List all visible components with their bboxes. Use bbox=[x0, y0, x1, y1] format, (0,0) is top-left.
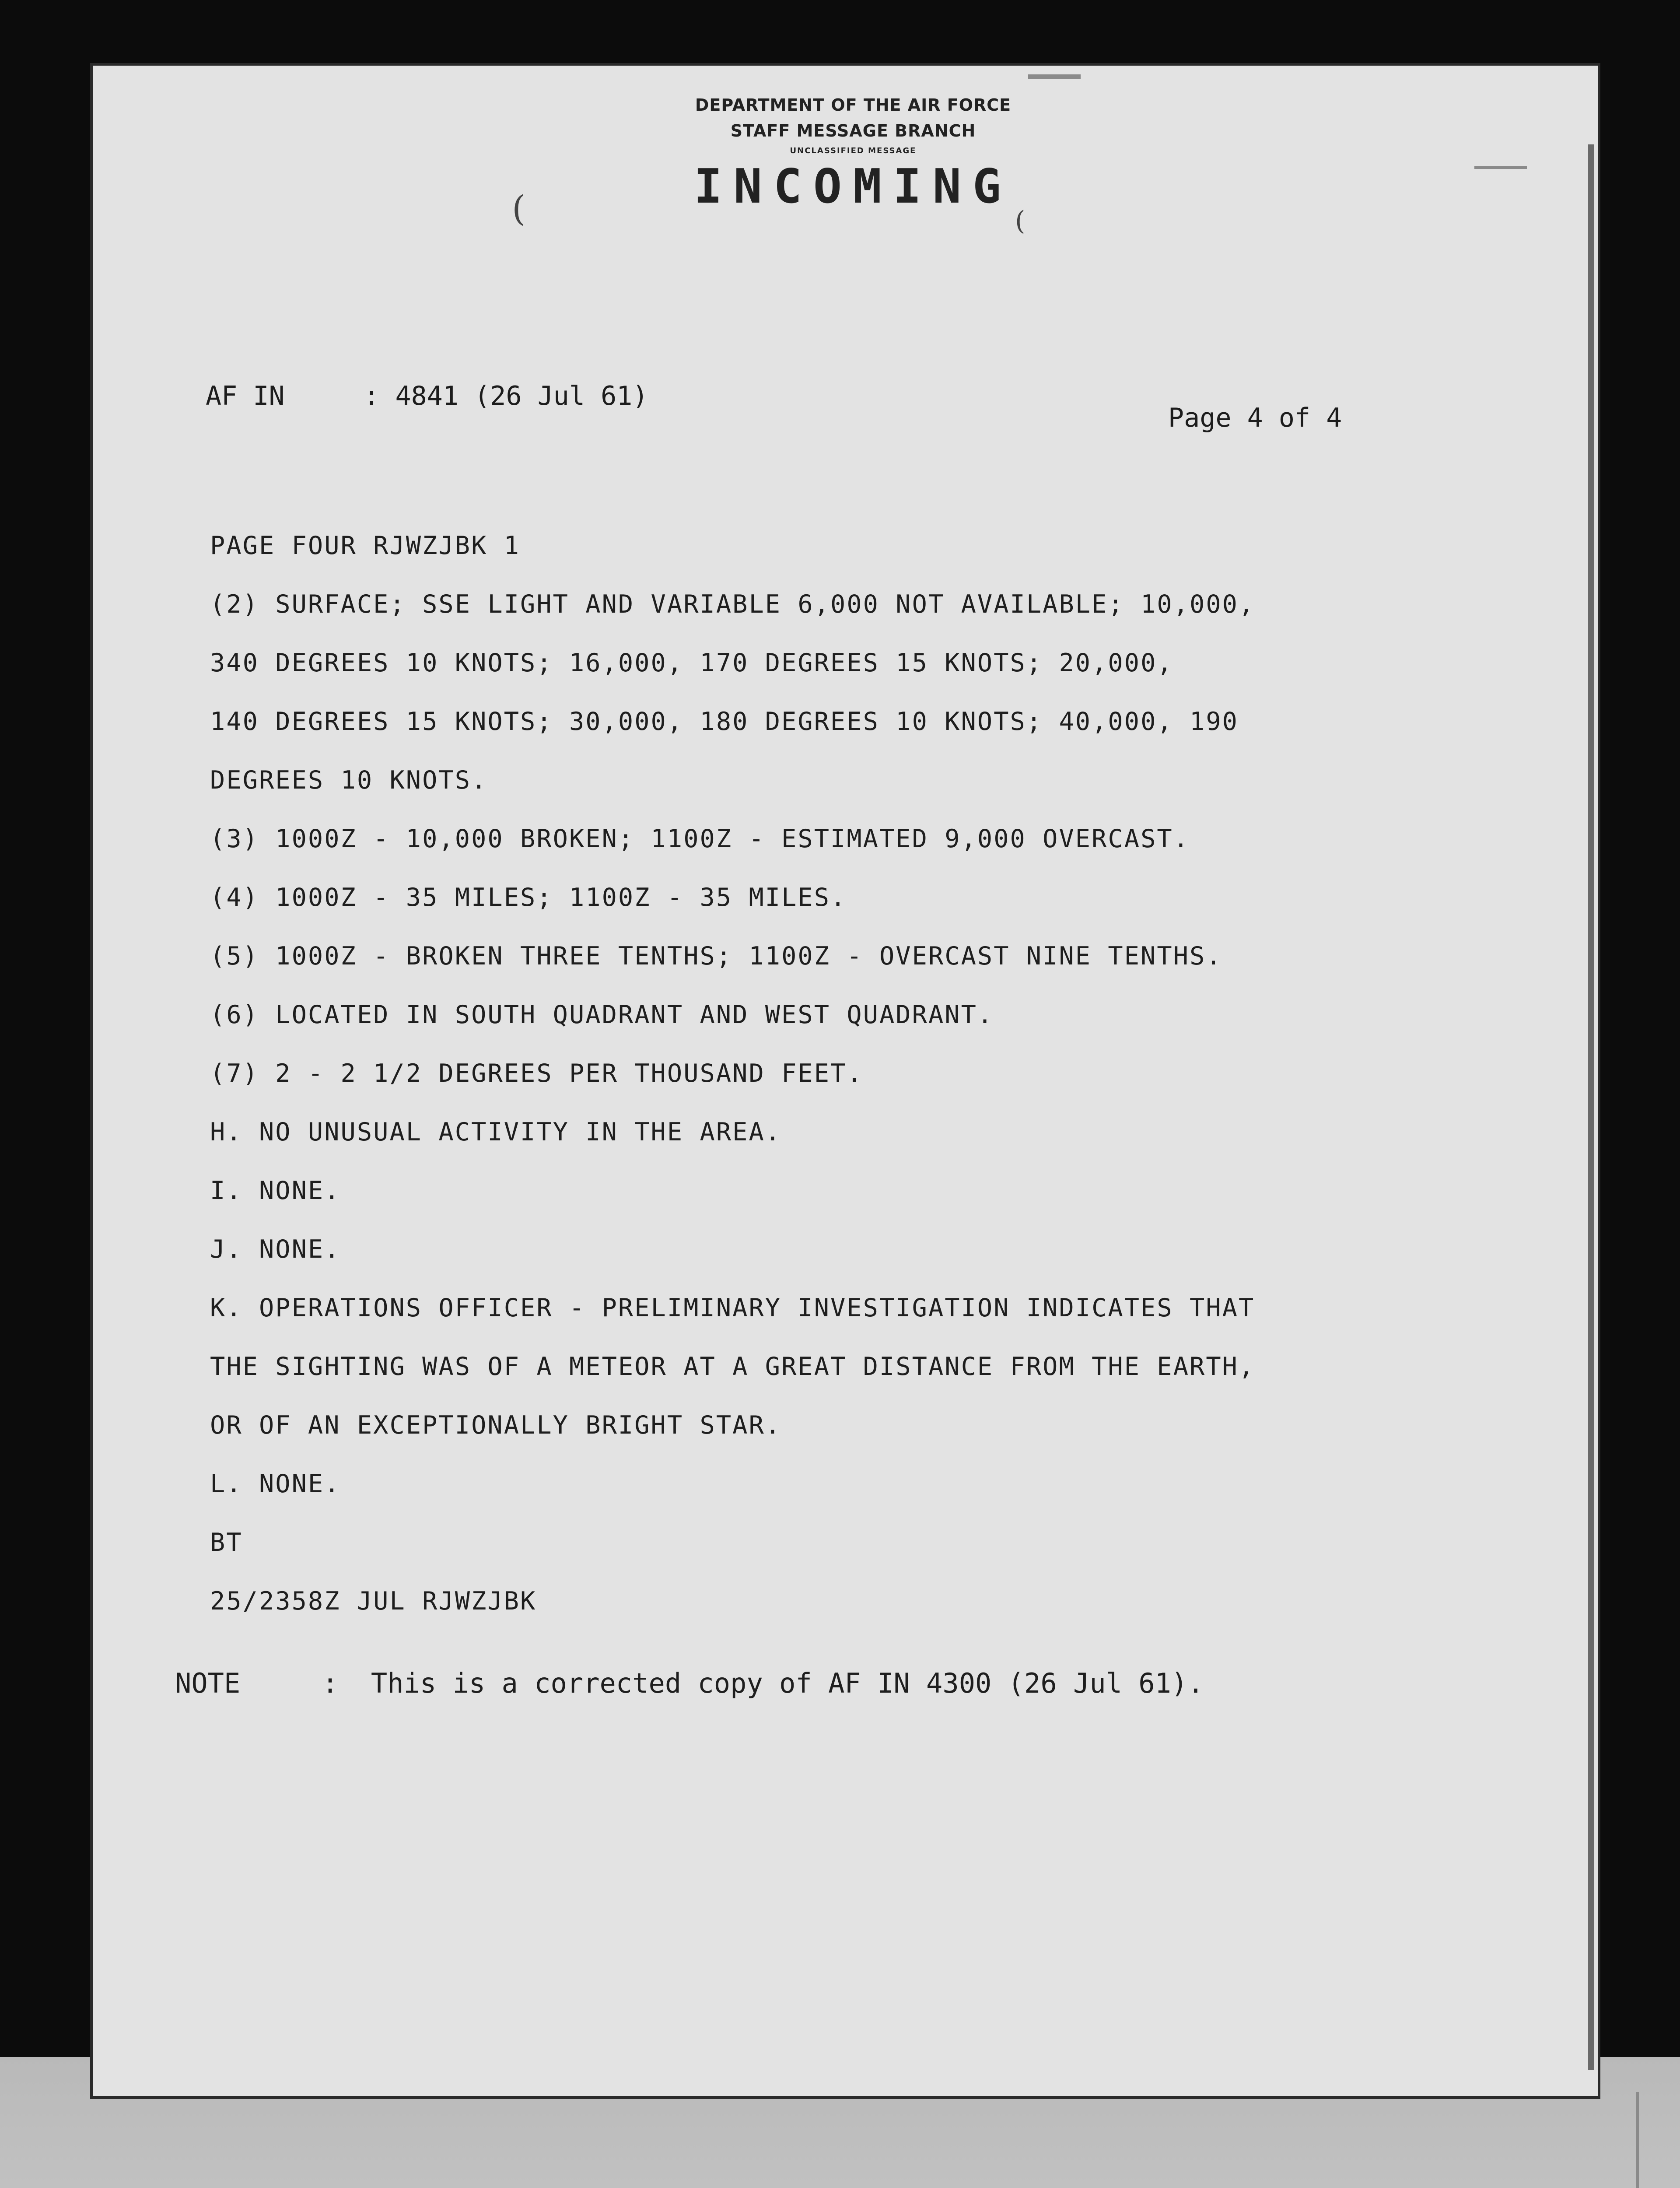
paren-mark-right: ( bbox=[1015, 206, 1026, 236]
branch-title: STAFF MESSAGE BRANCH bbox=[730, 121, 976, 140]
body-line: K. OPERATIONS OFFICER - PRELIMINARY INVESTIGATION INDICATES THAT bbox=[210, 1294, 1255, 1322]
body-line: DEGREES 10 KNOTS. bbox=[210, 766, 488, 795]
body-line: L. NONE. bbox=[210, 1469, 341, 1498]
page-number: Page 4 of 4 bbox=[1168, 403, 1342, 433]
scan-speck bbox=[1028, 74, 1081, 79]
body-line: (6) LOCATED IN SOUTH QUADRANT AND WEST QUADRANT. bbox=[210, 1000, 994, 1029]
message-body bbox=[210, 516, 1418, 1630]
classification-label: UNCLASSIFIED MESSAGE bbox=[790, 146, 917, 155]
body-line: I. NONE. bbox=[210, 1176, 341, 1205]
body-line: (2) SURFACE; SSE LIGHT AND VARIABLE 6,000 NOT AVAILABLE; 10,000, bbox=[210, 590, 1255, 619]
af-in-label: AF IN bbox=[206, 381, 285, 411]
message-header bbox=[569, 92, 1138, 215]
body-line: PAGE FOUR RJWZJBK 1 bbox=[210, 531, 521, 560]
body-line: 25/2358Z JUL RJWZJBK bbox=[210, 1587, 537, 1616]
note-line bbox=[175, 1667, 1204, 1699]
page-right-edge-shadow bbox=[1588, 144, 1594, 2070]
af-in-reference bbox=[206, 381, 648, 411]
note-label: NOTE bbox=[175, 1667, 241, 1699]
scan-speck bbox=[1636, 2092, 1639, 2188]
af-in-value: : 4841 (26 Jul 61) bbox=[364, 381, 648, 411]
body-line: 140 DEGREES 15 KNOTS; 30,000, 180 DEGREES 10 KNOTS; 40,000, 190 bbox=[210, 707, 1239, 736]
body-line: OR OF AN EXCEPTIONALLY BRIGHT STAR. bbox=[210, 1411, 782, 1440]
body-line: (4) 1000Z - 35 MILES; 1100Z - 35 MILES. bbox=[210, 883, 847, 912]
incoming-title: INCOMING bbox=[693, 159, 1013, 214]
body-line: J. NONE. bbox=[210, 1235, 341, 1264]
body-line: THE SIGHTING WAS OF A METEOR AT A GREAT DISTANCE FROM THE EARTH, bbox=[210, 1352, 1255, 1381]
body-line: H. NO UNUSUAL ACTIVITY IN THE AREA. bbox=[210, 1118, 782, 1147]
department-title: DEPARTMENT OF THE AIR FORCE bbox=[695, 95, 1012, 115]
scan-speck bbox=[1474, 166, 1527, 169]
body-line: (7) 2 - 2 1/2 DEGREES PER THOUSAND FEET. bbox=[210, 1059, 863, 1088]
note-text: : This is a corrected copy of AF IN 4300 (26 Jul 61). bbox=[322, 1667, 1204, 1699]
body-line: 340 DEGREES 10 KNOTS; 16,000, 170 DEGREES 15 KNOTS; 20,000, bbox=[210, 649, 1173, 677]
body-line: (3) 1000Z - 10,000 BROKEN; 1100Z - ESTIMATED 9,000 OVERCAST. bbox=[210, 824, 1190, 853]
body-line: (5) 1000Z - BROKEN THREE TENTHS; 1100Z - OVERCAST NINE TENTHS. bbox=[210, 942, 1222, 971]
paren-mark-left: ( bbox=[512, 188, 526, 229]
body-line: BT bbox=[210, 1528, 243, 1557]
